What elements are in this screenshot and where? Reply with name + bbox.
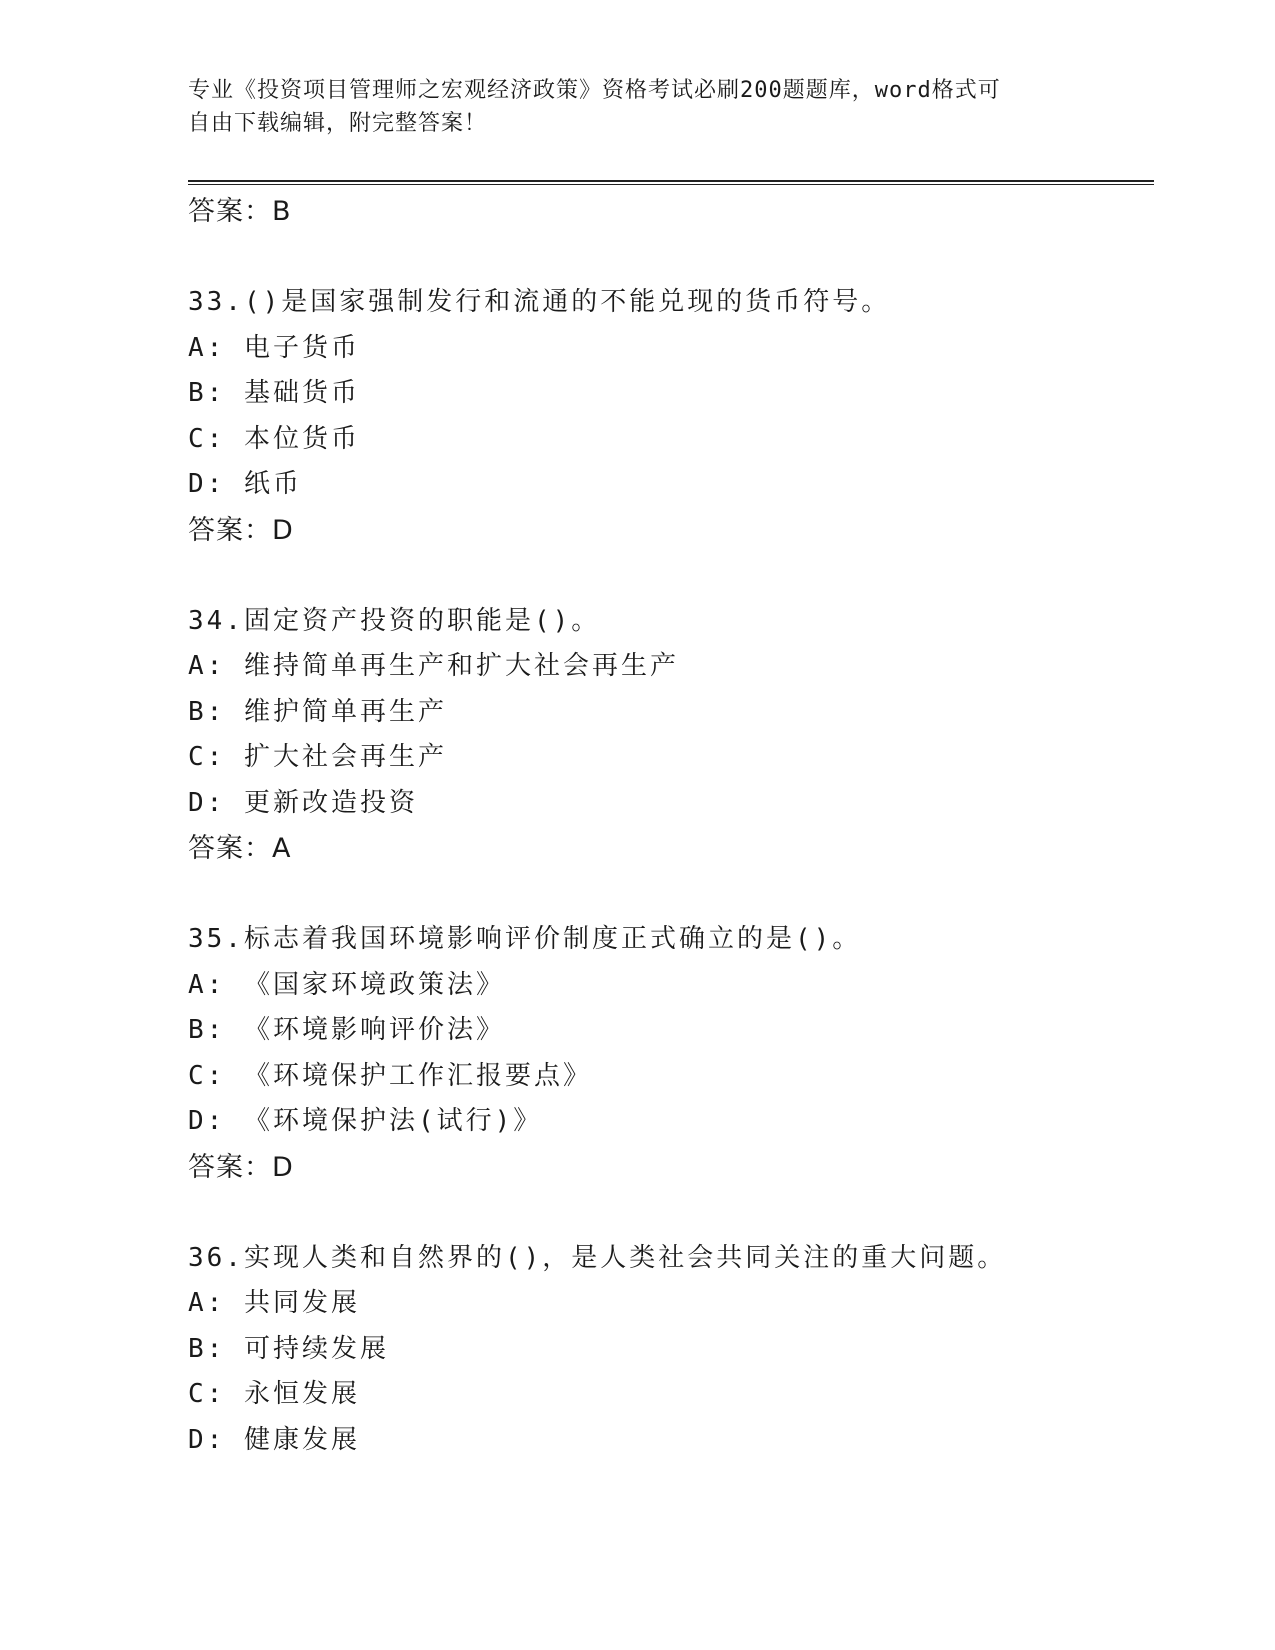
option-c: C: 扩大社会再生产	[188, 742, 447, 772]
option-a: A: 共同发展	[188, 1288, 360, 1318]
question-text: 35.标志着我国环境影响评价制度正式确立的是()。	[188, 924, 862, 954]
option-d: D: 《环境保护法(试行)》	[188, 1106, 543, 1136]
spacer	[188, 235, 1154, 281]
answer-label: 答案：D	[188, 1151, 294, 1183]
option-c: C: 永恒发展	[188, 1379, 360, 1409]
option-a: A: 维持简单再生产和扩大社会再生产	[188, 651, 679, 681]
question-text: 34.固定资产投资的职能是()。	[188, 605, 601, 636]
option-d: D: 纸币	[188, 469, 302, 499]
header-rule-thin	[188, 184, 1154, 185]
option-b: B: 维护简单再生产	[188, 696, 447, 727]
answer-label: 答案：B	[188, 196, 292, 227]
question-block-33	[188, 280, 1154, 553]
spacer	[188, 1190, 1154, 1236]
option-b: B: 基础货币	[188, 378, 360, 408]
option-c: C: 《环境保护工作汇报要点》	[188, 1060, 592, 1091]
question-block-34	[188, 599, 1154, 872]
question-block-36	[188, 1236, 1154, 1464]
question-block-35	[188, 917, 1154, 1190]
option-b: B: 《环境影响评价法》	[188, 1015, 505, 1045]
option-b: B: 可持续发展	[188, 1333, 389, 1364]
option-d: D: 健康发展	[188, 1424, 360, 1455]
question-list	[188, 189, 1154, 1463]
option-d: D: 更新改造投资	[188, 787, 418, 818]
document-header	[188, 74, 1088, 140]
header-line-2: 自由下载编辑，附完整答案！	[188, 111, 488, 136]
answer-label: 答案：D	[188, 514, 294, 546]
question-text: 36.实现人类和自然界的()，是人类社会共同关注的重大问题。	[188, 1242, 1007, 1273]
option-a: A: 《国家环境政策法》	[188, 969, 505, 1000]
question-text: 33.()是国家强制发行和流通的不能兑现的货币符号。	[188, 287, 891, 317]
header-rule-thick	[188, 180, 1154, 182]
spacer	[188, 553, 1154, 599]
spacer	[188, 872, 1154, 918]
option-c: C: 本位货币	[188, 423, 360, 454]
option-a: A: 电子货币	[188, 332, 360, 363]
answer-label: 答案：A	[188, 833, 292, 864]
header-line-1: 专业《投资项目管理师之宏观经济政策》资格考试必刷200题题库，word格式可	[188, 78, 1001, 103]
